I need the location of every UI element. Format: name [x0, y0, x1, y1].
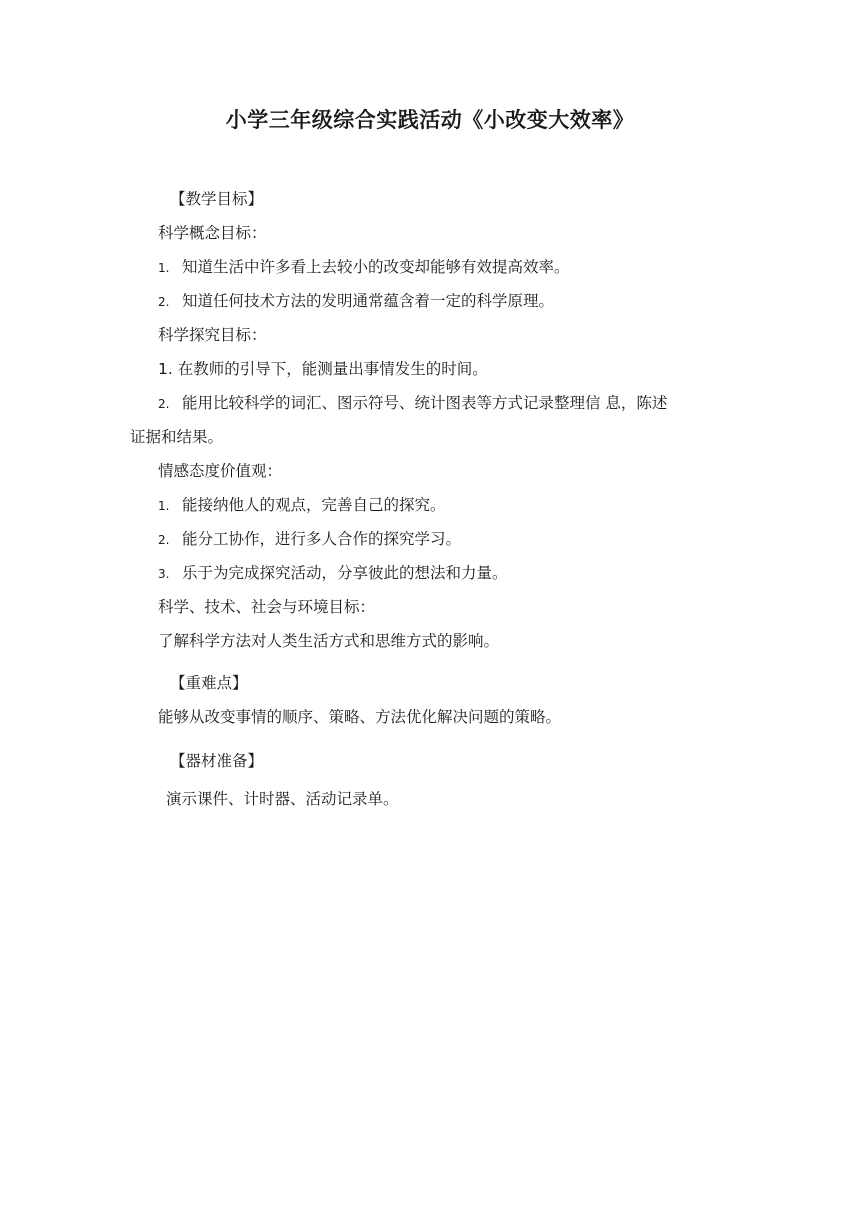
materials-heading: 【器材准备】	[170, 752, 264, 770]
inquiry-goal-heading: 科学探究目标：	[158, 326, 267, 344]
attitude-goal-item-2	[158, 528, 461, 551]
list-number: 1.	[158, 499, 170, 513]
list-text: 乐于为完成探究活动，分享彼此的想法和力量。	[182, 564, 508, 582]
list-number: 3.	[158, 567, 170, 581]
list-text: 能接纳他人的观点，完善自己的探究。	[182, 496, 446, 514]
list-number: 2.	[158, 295, 170, 309]
inquiry-goal-item-2	[158, 392, 667, 415]
list-number: 2.	[158, 533, 170, 547]
objectives-heading: 【教学目标】	[170, 190, 264, 208]
inquiry-goal-item-2-continuation: 证据和结果。	[130, 428, 224, 446]
attitude-goal-heading: 情感态度价值观：	[158, 462, 283, 480]
attitude-goal-item-1	[158, 494, 446, 517]
materials-text: 演示课件、计时器、活动记录单。	[166, 790, 399, 808]
inquiry-goal-item-1: 1. 在教师的引导下，能测量出事情发生的时间。	[158, 360, 488, 378]
key-points-heading: 【重难点】	[170, 674, 248, 692]
sts-goal-text: 了解科学方法对人类生活方式和思维方式的影响。	[158, 632, 500, 650]
key-points-text: 能够从改变事情的顺序、策略、方法优化解决问题的策略。	[158, 708, 562, 726]
concept-goal-heading: 科学概念目标：	[158, 224, 267, 242]
concept-goal-item-1	[158, 256, 570, 279]
list-text: 能用比较科学的词汇、图示符号、统计图表等方式记录整理信 息，陈述	[182, 394, 668, 412]
attitude-goal-item-3	[158, 562, 508, 585]
document-title: 小学三年级综合实践活动《小改变大效率》	[225, 108, 635, 132]
list-number: 1.	[158, 261, 170, 275]
list-number: 2.	[158, 397, 170, 411]
list-text: 知道任何技术方法的发明通常蕴含着一定的科学原理。	[182, 292, 555, 310]
concept-goal-item-2	[158, 290, 554, 313]
list-text: 知道生活中许多看上去较小的改变却能够有效提高效率。	[182, 258, 570, 276]
sts-goal-heading: 科学、技术、社会与环境目标：	[158, 598, 376, 616]
list-text: 能分工协作，进行多人合作的探究学习。	[182, 530, 462, 548]
